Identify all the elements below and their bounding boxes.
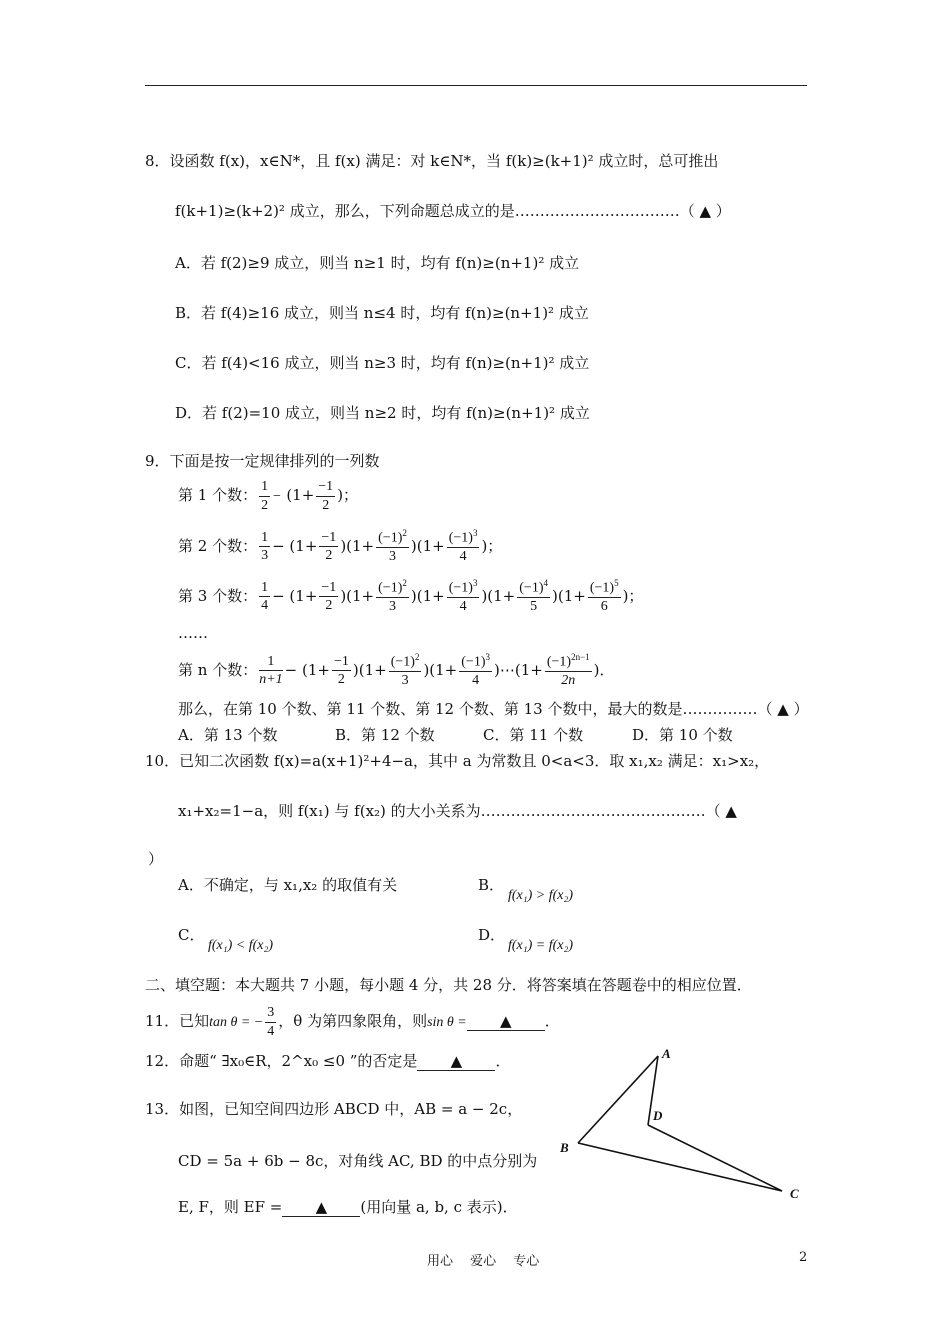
q9-number-n: 第 n 个数： $\frac{1}{n+1}$ − (1+ $\frac{-1}{2}$ )(1+ $\frac{(-1)^2}{3}$ )(1+ $\frac{(-1)^3}{4}$ )⋯(1+ $\frac{(-1)^{2n-1}}{2n}$ )． [178, 652, 615, 689]
q10-line1: 10．已知二次函数 f(x)=a(x+1)²+4−a，其中 a 为常数且 0<a<3．取 x₁,x₂ 满足：x₁>x₂， [145, 752, 770, 770]
q13-answer-blank[interactable]: ▲ [282, 1198, 360, 1217]
q9-number-2: 第 2 个数： $\frac{1}{3}$ − (1+ $\frac{-1}{2}$ )(1+ $\frac{(-1)^2}{3}$ )(1+ $\frac{(-1)^3}{4}$ )； [178, 528, 503, 565]
page-number: 2 [799, 1250, 808, 1265]
q10-option-a: A．不确定，与 x₁,x₂ 的取值有关 [178, 876, 398, 894]
q9-option-c: C．第 11 个数 [483, 726, 584, 744]
q9-option-a: A．第 13 个数 [178, 726, 278, 744]
q12: 12．命题“ ∃x₀∈R，2^x₀ ≤0 ”的否定是 ▲ ． [145, 1052, 511, 1070]
q10-option-c-label: C． [178, 926, 205, 944]
q8-option-a: A．若 f(2)≥9 成立，则当 n≥1 时，均有 f(n)≥(n+1)² 成立 [175, 254, 580, 272]
q13-line2: CD = 5a + 6b − 8c，对角线 AC, BD 的中点分别为 [178, 1152, 538, 1170]
q13-line3: E, F，则 EF = ▲ (用向量 a, b, c 表示)． [178, 1198, 518, 1216]
label-c: C [790, 1186, 799, 1201]
q9-number-1: 第 1 个数： $\frac{1}{2}$ − (1+ $\frac{-1}{2}$ )； [178, 479, 359, 513]
label-d: D [653, 1108, 663, 1123]
q10-option-d-math: f(x₁) = f(x₂) [508, 938, 574, 953]
edge-bc [578, 1143, 782, 1191]
q13-line1: 13．如图，已知空间四边形 ABCD 中，AB = a − 2c， [145, 1100, 523, 1118]
q10-option-d-label: D． [478, 926, 506, 944]
label-b: B [560, 1140, 569, 1155]
edge-ab [578, 1056, 658, 1143]
q8-option-b: B．若 f(4)≥16 成立，则当 n≤4 时，均有 f(n)≥(n+1)² 成立 [175, 304, 589, 322]
q9-tail: 那么，在第 10 个数、第 11 个数、第 12 个数、第 13 个数中，最大的数是……………（ ▲ ） [178, 700, 809, 718]
q10-option-b-math: f(x₁) > f(x₂) [508, 888, 574, 903]
quadrilateral-figure [550, 1040, 810, 1210]
q8-option-d: D．若 f(2)=10 成立，则当 n≥2 时，均有 f(n)≥(n+1)² 成立 [175, 404, 590, 422]
q11-answer-blank[interactable]: ▲ [467, 1012, 545, 1031]
q9-option-d: D．第 10 个数 [632, 726, 733, 744]
q9-number-3: 第 3 个数： $\frac{1}{4}$ − (1+ $\frac{-1}{2}$ )(1+ $\frac{(-1)^2}{3}$ )(1+ $\frac{(-1)^3}{4}$ )(1+ $\frac{(-1)^4}{5}$ )(1+ $\frac{(-1)^5}{6}$ )； [178, 578, 644, 615]
header-rule [145, 85, 807, 86]
q9-option-b: B．第 12 个数 [335, 726, 435, 744]
q12-answer-blank[interactable]: ▲ [417, 1052, 495, 1071]
q9-dots: …… [178, 624, 208, 642]
q9-stem: 9．下面是按一定规律排列的一列数 [145, 452, 380, 470]
section-2-heading: 二、填空题：本大题共 7 小题，每小题 4 分，共 28 分．将答案填在答题卷中的相应位置． [145, 976, 752, 994]
q10-option-c-math: f(x₁) < f(x₂) [208, 938, 274, 953]
footer-motto: 用心 爱心 专心 [427, 1254, 540, 1269]
edge-cd [648, 1125, 782, 1191]
label-a: A [662, 1046, 671, 1061]
q10-line3: ） [148, 850, 164, 868]
q11: 11．已知tan θ = − $\frac{3}{4}$ ，θ 为第四象限角，则sin θ = ▲ ． [145, 1005, 560, 1039]
q8-option-c: C．若 f(4)<16 成立，则当 n≥3 时，均有 f(n)≥(n+1)² 成立 [175, 354, 590, 372]
q8-line2: f(k+1)≥(k+2)² 成立，那么，下列命题总成立的是……………………………（ ▲ ） [175, 202, 731, 220]
q10-line2: x₁+x₂=1−a，则 f(x₁) 与 f(x₂) 的大小关系为………………………………………（ ▲ [178, 802, 737, 820]
q10-option-b-label: B． [478, 876, 505, 894]
q8-line1: 8．设函数 f(x)，x∈N*，且 f(x) 满足：对 k∈N*，当 f(k)≥(k+1)² 成立时，总可推出 [145, 152, 719, 170]
